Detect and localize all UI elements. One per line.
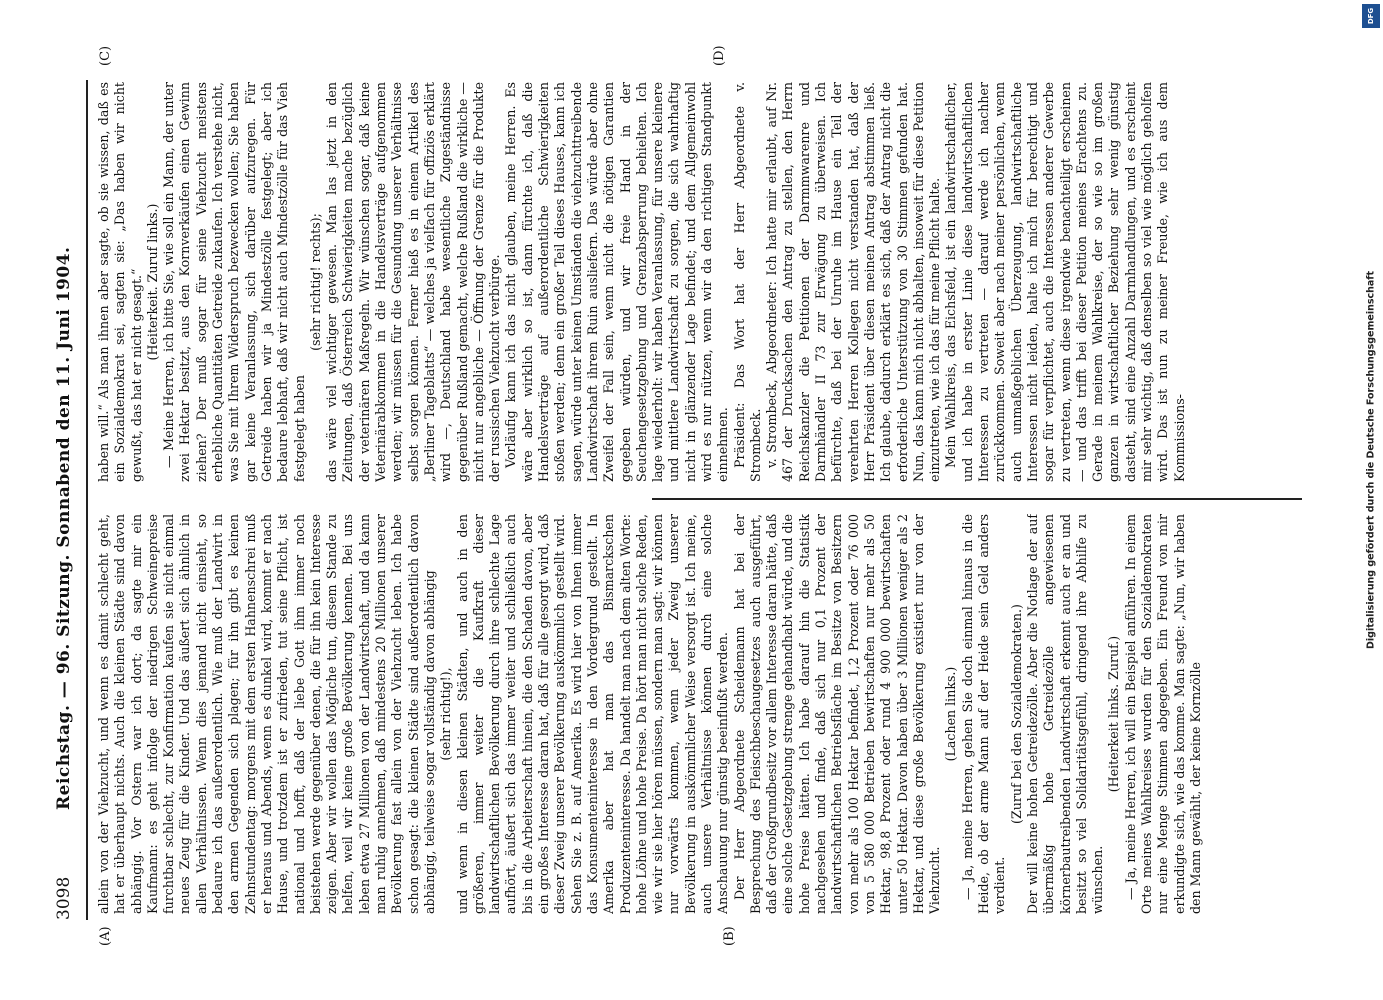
margin-mark-d: (D) [712,45,727,66]
paragraph: — Meine Herren, ich bitte Sie, wie soll ein Mann, der unter zwei Hektar besitzt, aus den Kornverkäufen einen Gewinn ziehen? Der muß sogar für seine Viehzucht meistens erhebliche Quantitäten Getreide zukaufen. Ich verstehe nicht, was Sie mit Ihrem Widerspruch bezwecken wollen; Sie haben gar keine Veranlassung, sich darüber aufzuregen. Für Getreide haben wir ja Mindestzölle festgelegt; aber ich bedaure lebhaft, daß wir nicht auch Mindestzölle für das Vieh festgelegt haben [161,82,307,482]
digitization-note-text: Digitalisierung gefördert durch die Deutsche Forschungsgemeinschaft [1365,271,1377,649]
column-rule [652,498,1302,500]
page-header [54,80,80,920]
header-rule [86,80,88,920]
paragraph: Der Herr Abgeordnete Scheidemann hat bei der Besprechung des Fleischbeschaugesetzes auch ausgeführt, daß der Großgrundbesitz vor allem Interesse daran hätte, daß eine solche Gesetzgebung strenge gehandhabt würde, und die hohe Preise hätten. Ich habe darauf hin die Statistik nachgesehen und finde, daß sich nur 0,1 Prozent der landwirtschaftlichen Betriebsfläche im Besitze von Besitzern von mehr als 100 Hektar befindet, 1,2 Prozent oder 76 000 von 5 580 000 Betrieben bewirtschaften nur mehr als 50 Hektar, 98,8 Prozent oder rund 4 900 000 bewirtschaften unter 50 Hektar. Davon haben über 3 Millionen weniger als 2 Hektar, und diese große Bevölkerung existiert nur von der Viehzucht. [731,514,943,914]
paragraph: haben will.“ Als man ihnen aber sagte, ob sie wissen, daß es ein Sozialdemokrat sei, sagten sie: „Das haben wir nicht gewußt, das hat er nicht gesagt.“ [96,82,144,482]
paragraph: — Ja, meine Herren, gehen Sie doch einmal hinaus in die Heide, ob der arme Mann auf der Heide sein Geld anders verdient. [959,514,1008,914]
speaker-paragraph: v. Strombeck, Abgeordneter: Ich hatte mir erlaubt, auf Nr. 467 der Drucksachen den Antrag zu stellen, den Herrn Reichskanzler die Petitionen der Darmmwarenre und Darmhändler II 73 zur Erwägung zu überweisen. Ich befürchte, daß bei der Unruhe im Hause ein Teil der verehrten Herren Kollegen nicht verstanden hat, daß der Herr Präsident über diesen meinen Antrag abstimmen ließ. Ich glaube, dadurch erklärt es sich, daß der Antrag nicht die erforderliche Unterstützung von 30 Stimmen gefunden hat. Nun, das kann mich nicht abhalten, insoweit für diese Petition einzutreten, wie ich das für meine Pflicht halte. [764,82,943,482]
paragraph: allein von der Viehzucht, und wenn es damit schlecht geht, hat er überhaupt nichts. Auch die kleinen Städte sind davon abhängig. Vor Ostern war ich dort; da sagte mir ein Kaufmann: es geht infolge der niedrigen Schweinepreise furchtbar schlecht, zur Konfirmation kaufen sie nicht einmal neues Zeug für die Kinder. Und das äußert sich ähnlich in allen Verhältnissen. Wenn dies jemand nicht einsieht, so bedaure ich das außerordentlich. Wie muß der Landwirt in den armen Gegenden sich plagen; für ihn gibt es keinen Zehnstundentag: morgens mit dem ersten Hahnenschrei muß er heraus und Abends, wenn es dunkel wird, kommt er nach Hause, und trotzdem ist er zufrieden, tut seine Pflicht, ist national und hofft, daß der liebe Gott ihm immer noch beistehen werde gegenüber denen, die für ihn kein Interesse zeigen. Aber wir wollen das Mögliche tun, diesem Stande zu helfen, weil wir keine große Bevölkerung kennen. Bei uns leben etwa 27 Millionen von der Landwirtschaft, und da kann man ruhig annehmen, daß mindestens 20 Millionen unserer Bevölkerung fast allein von der Viehzucht leben. Ich habe schon gesagt: die kleinen Städte sind außerordentlich davon abhängig, teilweise sogar vollständig davon abhängig [96,514,437,914]
paragraph: Mein Wahlkreis, das Eichsfeld, ist ein landwirtschaftlicher, und ich habe in erster Linie diese landwirtschaftlichen Interessen zu vertreten — darauf werde ich nachher zurückkommen. Soweit aber nach meiner persönlichen, wenn auch unmaßgeblichen Überzeugung, landwirtschaftliche Interessen nicht leiden, halte ich mich für berechtigt und sogar für verpflichtet, auch die Interessen anderer Gewerbe zu vertreten, wenn diese irgendwie benachteiligt erscheinen — und das trifft bei dieser Petition meines Erachtens zu. Gerade in meinem Wahlkreise, der so wie so im großen ganzen in wirtschaftlicher Beziehung sehr wenig günstig dasteht, sind eine Anzahl Darmhandlungen, und es erscheint mir sehr wichtig, daß denselben so viel wie möglich geholfen wird. Das ist nun zu meiner Freude, wie ich aus dem Kommissions- [943,82,1187,482]
right-column [96,82,1316,482]
interjection: (sehr richtig! rechts); [307,213,323,351]
paragraph: Vorläufig kann ich das nicht glauben, meine Herren. Es wäre aber wirklich so ist, dann fürchte ich, daß die Handelsverträge auf außerordentliche Schwierigkeiten stoßen werden; denn ein großer Teil dieses Hauses, kann ich sagen, würde unter keinen Umständen die viehzuchttreibende Landwirtschaft ihrem Ruin ausliefern. Das würde aber ohne Zweifel der Fall sein, wenn nicht die nötigen Garantien gegeben würden, und wir freie Hand in der Seuchengesetzgebung und Grenzabsperrung behielten. Ich lage wiederholt: wir haben Veranlassung, für unsere kleinere und mittlere Landwirtschaft zu sorgen, die sich wahrhaftig nicht in glänzender Lage befindet; und dem Allgemeinwohl wird es nur nützen, wenn wir da den richtigen Standpunkt einnehmen. [503,82,731,482]
interjection: (Zuruf bei den Sozialdemokraten.) [1008,604,1024,824]
margin-mark-b: (B) [722,926,737,946]
paragraph: — Ja, meine Herren, ich will ein Beispiel anführen. In einem Orte meines Wahlkreises wurden für den Sozialdemokraten nur eine Menge Stimmen abgegeben. Ein Freund von mir erkundigte sich, wie das komme. Man sagte: „Nun, wir haben den Mann gewählt, der keine Kornzölle [1122,514,1203,914]
digitization-note [1363,20,1379,900]
paragraph: Der will keine hohen Getreidezölle. Aber die Notlage der auf übermäßig hohe Getreidezölle angewiesenen körnerbautreibenden Landwirtschaft erkennt auch er an und besitzt so viel Solidaritätsgefühl, dringend ihre Abhilfe zu wünschen. [1024,514,1106,914]
interjection: (Heiterkeit. Zuruf links.) [144,203,160,361]
dfg-logo-text: DFG [1367,7,1375,25]
page-number: 3098 [54,876,74,920]
margin-mark-a: (A) [98,926,113,946]
interjection: (Lachen links.) [943,666,959,762]
speaker-paragraph: Präsident: Das Wort hat der Herr Abgeordnete v. Strombeck. [731,82,763,482]
document-page [32,40,1352,960]
margin-mark-c: (C) [98,45,113,66]
paragraph: und wenn in diesen kleinen Städten, und auch in den größeren, immer weiter die Kaufkraft dieser landwirtschaftlichen Bevölkerung durch ihre schlechte Lage aufhört, äußert sich das immer weiter und schließlich auch bis in die Arbeiterschaft hinein, die den Schaden davon, aber ein großes Interesse daran hat, daß für alle gesorgt wird, daß dieser Zweig unserer Bevölkerung auskömmlich gestellt wird. Sehen Sie z. B. auf Amerika. Es wird hier von Ihnen immer das Konsumenteninteresse in den Vordergrund gestellt. In Amerika aber hat man das Bismarckschen Produzenteninteresse. Da handelt man nach dem alten Worte: hohe Löhne und hohe Preise. Da hört man nicht solche Reden, wie wir sie hier hören müssen, sondern man sagt: wir können nur vorwärts kommen, wenn jeder Zweig unserer Bevölkerung in auskömmlicher Weise versorgt ist. Ich meine, auch unsere Verhältnisse können durch eine solche Anschauung nur günstig beeinflußt werden. [454,514,731,914]
paragraph: das wäre viel wichtiger gewesen. Man las jetzt in den Zeitungen, daß Österreich Schwierigkeiten mache bezüglich der veterinären Maßregeln. Wir wünschen sogar, daß keine Veterinärabkommen in die Handelsverträge aufgenommen werden; wir müssen für die Gesundung unserer Verhältnisse selbst sorgen können. Ferner hieß es in einem Artikel des „Berliner Tageblatts“ — welches ja vielfach für offiziös erklärt wird —, Deutschland habe wesentliche Zugeständnisse gegenüber Rußland gemacht, welche Rußland die wirkliche — nicht nur angebliche — Öffnung der Grenze für die Produkte der russischen Viehzucht verbürge. [324,82,503,482]
interjection: (sehr richtig!), [438,667,454,761]
interjection: (Heiterkeit links. Zuruf.) [1106,635,1122,793]
dfg-logo [1362,4,1380,28]
page-title: Reichstag. — 96. Sitzung. Sonnabend den 11. Juni 1904. [54,246,74,810]
left-column [96,514,1316,914]
